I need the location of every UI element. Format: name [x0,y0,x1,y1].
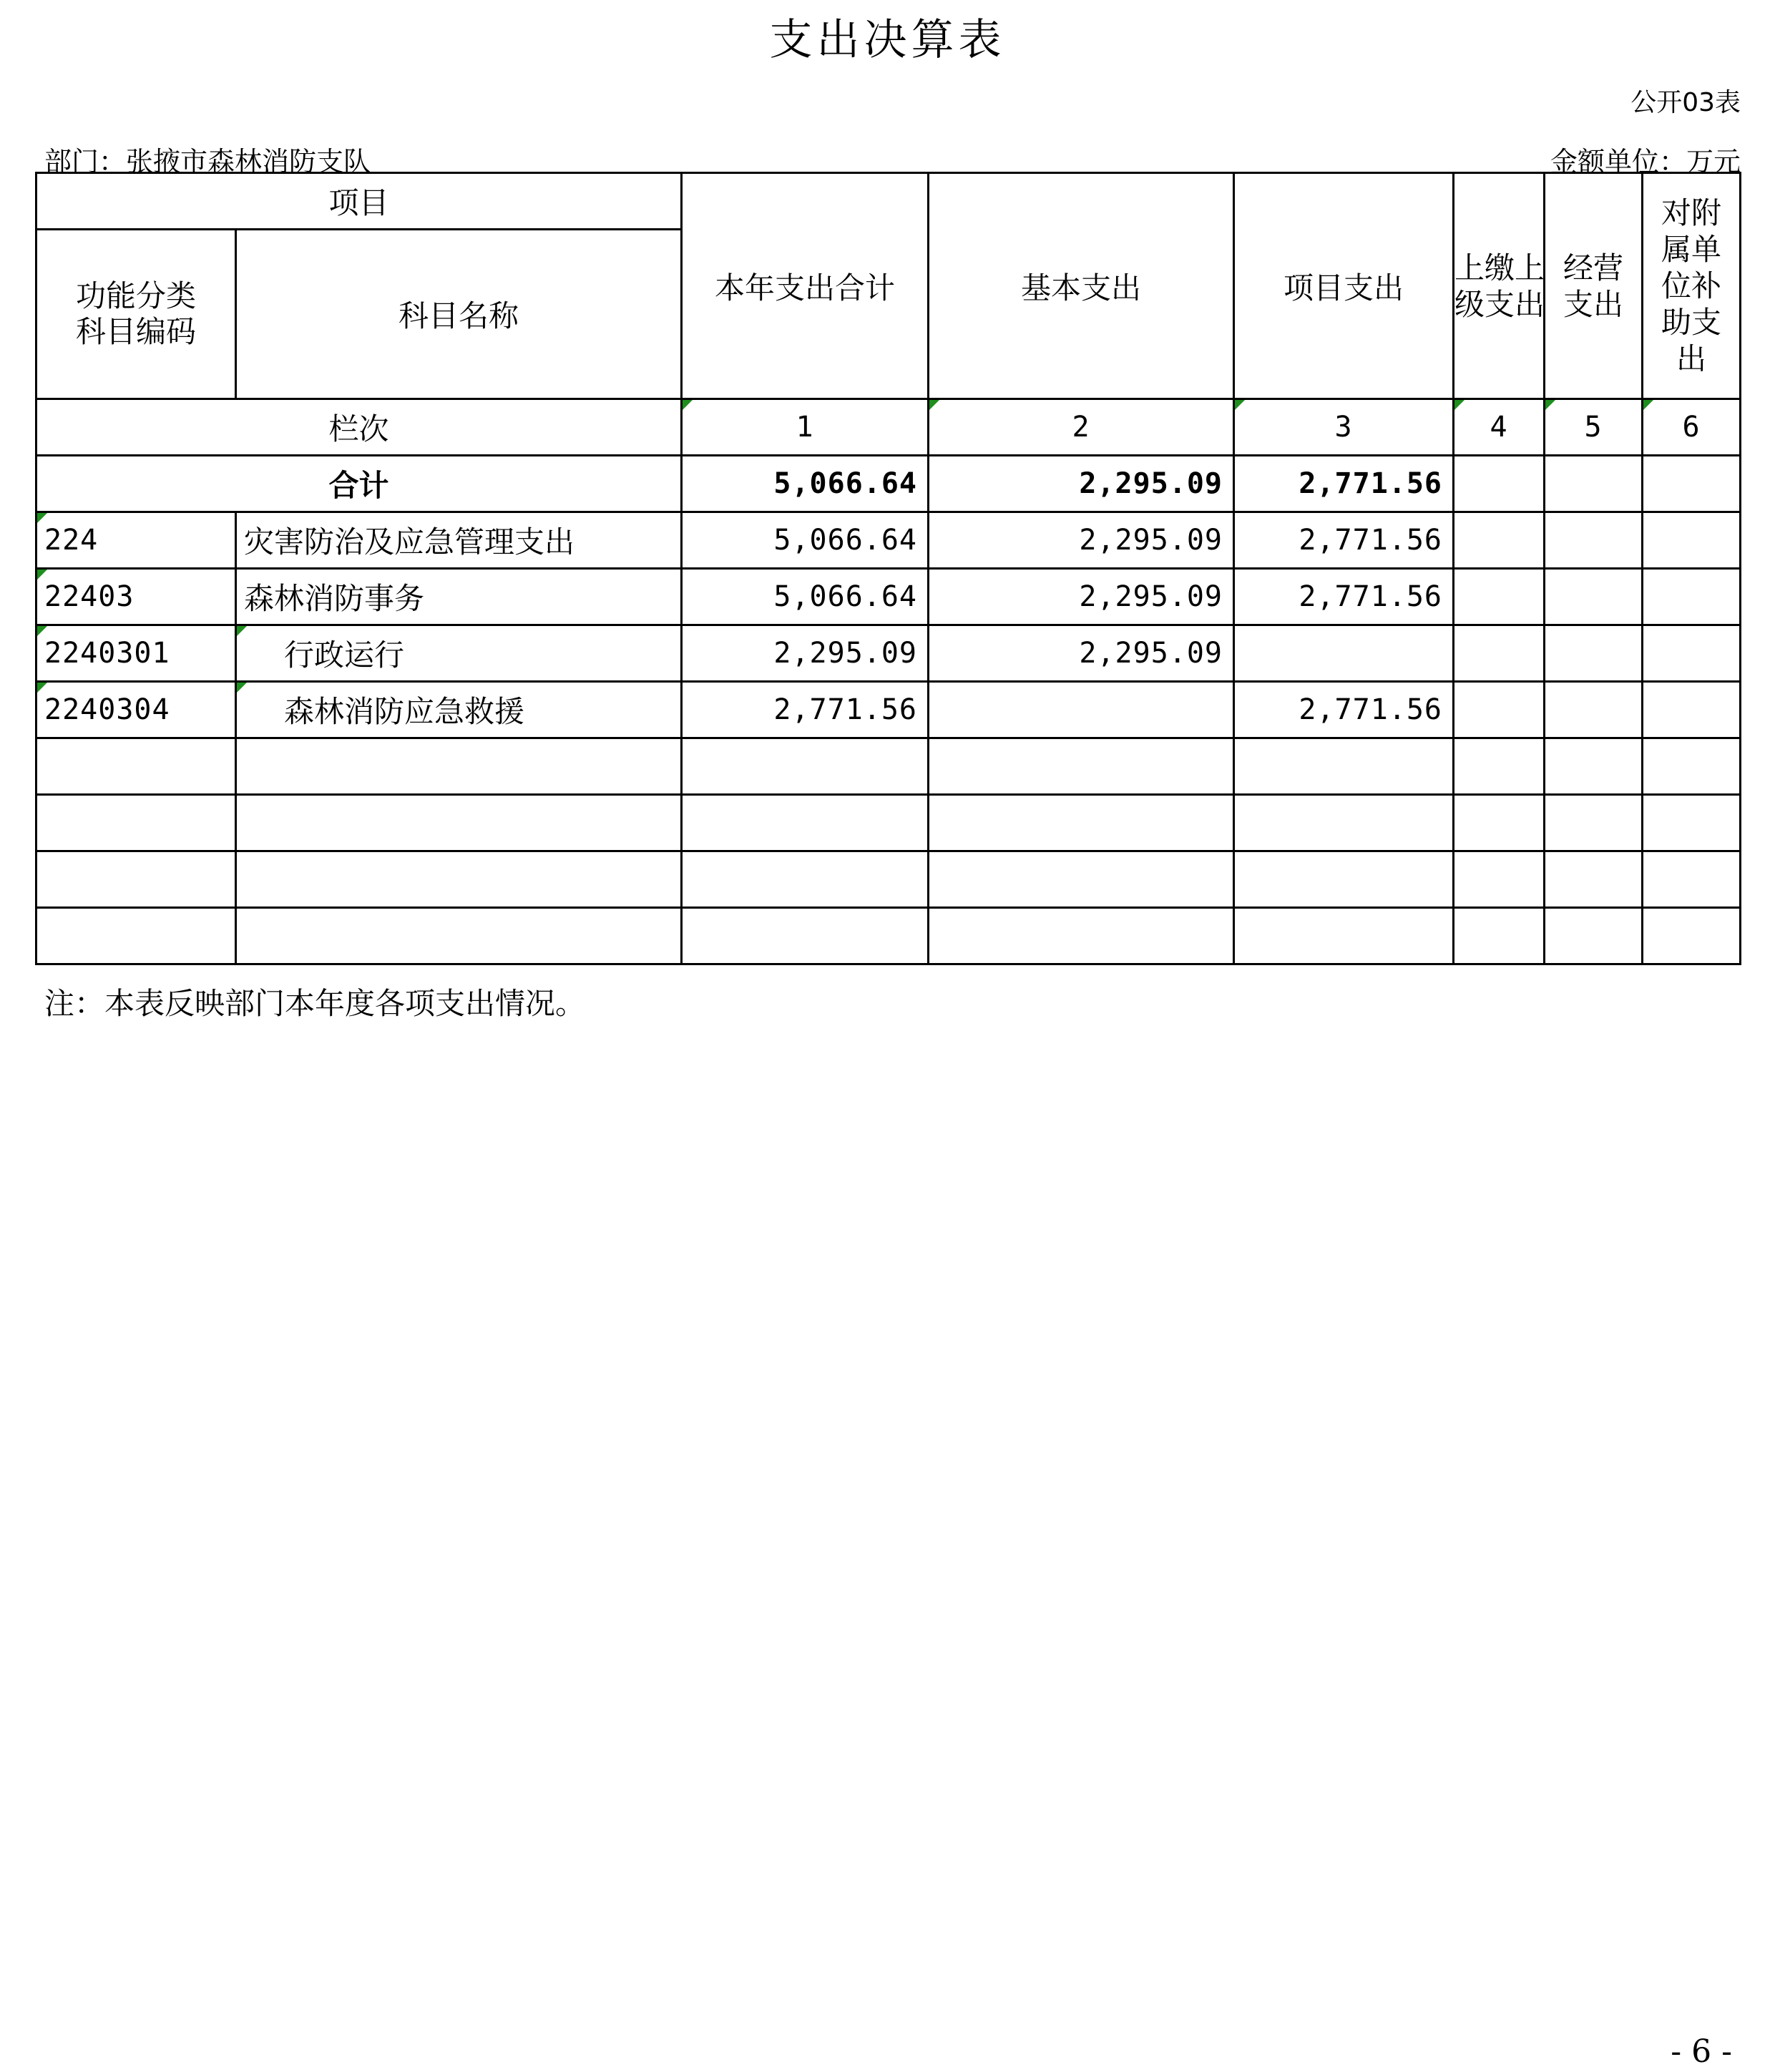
empty-cell [1643,851,1741,908]
empty-cell [1643,512,1741,569]
header-basic: 基本支出 [929,173,1234,399]
row-project: 2,771.56 [1234,682,1454,738]
empty-cell [1643,682,1741,738]
header-project: 项目支出 [1234,173,1454,399]
row-total: 5,066.64 [682,512,929,569]
empty-cell [36,795,236,851]
empty-cell [1234,738,1454,795]
row-project: 2,771.56 [1234,512,1454,569]
empty-cell [1643,456,1741,512]
empty-cell [1454,795,1545,851]
empty-cell [1454,682,1545,738]
department-label: 部门：张掖市森林消防支队 [44,146,371,177]
empty-cell [236,795,682,851]
row-basic: 2,295.09 [929,569,1234,625]
empty-row [36,851,1741,908]
total-project: 2,771.56 [1234,456,1454,512]
page-number: - 6 - [1671,2033,1732,2070]
row-basic: 2,295.09 [929,512,1234,569]
empty-row [36,795,1741,851]
header-name: 科目名称 [236,230,682,399]
empty-cell [36,738,236,795]
table-row [36,569,1741,625]
row-total: 2,771.56 [682,682,929,738]
column-number: 1 [682,399,929,456]
empty-cell [682,908,929,964]
header-subsidy [1643,173,1741,399]
row-code: 22403 [36,569,236,625]
empty-cell [1545,569,1643,625]
empty-cell [36,851,236,908]
empty-cell [1545,738,1643,795]
empty-cell [1545,795,1643,851]
empty-cell [236,851,682,908]
unit-label: 金额单位：万元 [1550,146,1741,177]
empty-cell [1454,569,1545,625]
empty-cell [1545,512,1643,569]
table-row [36,682,1741,738]
empty-cell [682,738,929,795]
header-item: 项目 [36,173,682,230]
empty-cell [1545,456,1643,512]
column-number: 6 [1643,399,1741,456]
row-basic [929,682,1234,738]
row-name: 灾害防治及应急管理支出 [236,512,682,569]
empty-cell [682,851,929,908]
row-code: 224 [36,512,236,569]
empty-cell [682,795,929,851]
empty-cell [1545,682,1643,738]
row-project [1234,625,1454,682]
empty-cell [1454,625,1545,682]
empty-cell [929,851,1234,908]
column-index-label: 栏次 [36,399,682,456]
empty-cell [36,908,236,964]
empty-cell [236,738,682,795]
header-business [1545,173,1643,399]
form-number: 公开03表 [1630,88,1741,117]
table-row [36,512,1741,569]
empty-cell [1545,625,1643,682]
row-total: 5,066.64 [682,569,929,625]
empty-cell [1234,908,1454,964]
header-total: 本年支出合计 [682,173,929,399]
total-label: 合计 [36,456,682,512]
expenditure-table [35,172,1741,965]
empty-cell [1234,851,1454,908]
total-row [36,456,1741,512]
empty-cell [1643,569,1741,625]
empty-cell [1454,851,1545,908]
table-note: 注：本表反映部门本年度各项支出情况。 [44,986,586,1021]
header-upper-text: 上缴上级支出 [1454,250,1545,322]
column-number: 2 [929,399,1234,456]
total-sum: 5,066.64 [682,456,929,512]
empty-cell [929,908,1234,964]
row-basic: 2,295.09 [929,625,1234,682]
row-code: 2240301 [36,625,236,682]
empty-cell [236,908,682,964]
row-code: 2240304 [36,682,236,738]
empty-cell [1454,738,1545,795]
empty-cell [1643,795,1741,851]
empty-cell [929,795,1234,851]
empty-cell [1454,512,1545,569]
empty-cell [1545,851,1643,908]
header-business-text: 经营支出 [1563,250,1624,322]
empty-cell [1454,908,1545,964]
header-subsidy-text: 对附属单位补助支出 [1661,195,1722,376]
row-name: 森林消防应急救援 [236,682,682,738]
empty-cell [1643,738,1741,795]
empty-cell [1234,795,1454,851]
row-name: 森林消防事务 [236,569,682,625]
total-basic: 2,295.09 [929,456,1234,512]
column-number: 4 [1454,399,1545,456]
column-number: 3 [1234,399,1454,456]
row-total: 2,295.09 [682,625,929,682]
page-title: 支出决算表 [769,15,1006,65]
empty-cell [929,738,1234,795]
empty-cell [1545,908,1643,964]
header-upper [1454,173,1545,399]
empty-cell [1454,456,1545,512]
header-code-text: 功能分类科目编码 [76,278,197,349]
empty-cell [1643,625,1741,682]
empty-row [36,908,1741,964]
empty-row [36,738,1741,795]
row-project: 2,771.56 [1234,569,1454,625]
empty-cell [1643,908,1741,964]
row-name: 行政运行 [236,625,682,682]
table-row [36,625,1741,682]
header-code [36,230,236,399]
column-number: 5 [1545,399,1643,456]
